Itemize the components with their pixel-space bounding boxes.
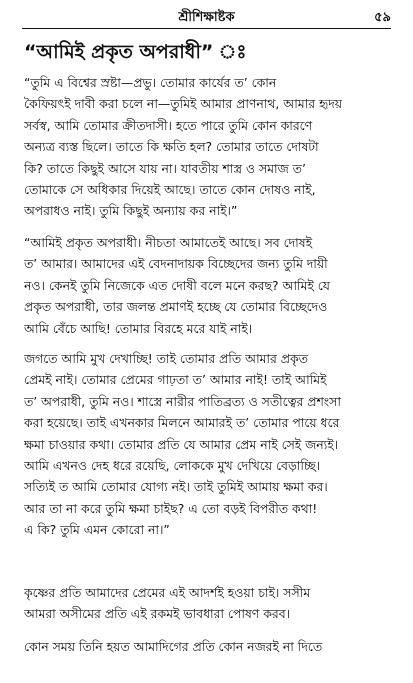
running-title: শ্রীশিক্ষাষ্টক [178,10,235,25]
text-line: সত্যিই ত আমি তোমার যোগ্য নই। তাই তুমিই আমায় ক্ষমা কর। [24,479,328,495]
text-line: অপরাধও নাই। তুমি কিছুই অন্যায় কর নাই।” [24,203,238,219]
text-line: কৃষ্ণের প্রতি আমাদের প্রেমের এই আদর্শই হওয়া চাই। সসীম [24,585,311,600]
text-line: প্রকৃত অপরাধী, তার জলন্ত প্রমাণই হচ্ছে যে তোমার বিচ্ছেদেও [24,299,328,315]
paragraph-1 [24,72,393,222]
section-heading: “আমিই প্রকৃত অপরাধী” ঃ [24,41,247,63]
paragraph-4 [24,582,393,625]
text-line: সর্বস্ব, আমি তোমার ক্রীতদাসী। হতে পারে তুমি কোন কারণে [24,117,313,133]
text-line: “তুমি এ বিশ্বের স্রষ্টা—প্রভু। তোমার কার্যের ত’ কোন [24,75,277,90]
text-line: “আমিই প্রকৃত অপরাধী। নীচতা আমাতেই আছে। সব দোষই [24,235,313,250]
text-line: এ কি? তুমি এমন কোরো না।” [24,522,170,538]
paragraph-3 [24,348,393,541]
text-line: আমি এখনও দেহ ধরে রয়েছি, লোককে মুখ দেখিয়ে বেড়াচ্ছি। [24,458,321,474]
text-line: প্রেমই নাই। তোমার প্রেমের গাঢ়তা ত’ আমার নাই! তাই আমিই [24,372,327,388]
text-line: আমি বেঁচে আছি! তোমার বিরহে মরে যাই নাই। [24,320,253,336]
text-line: নও। কেনই তুমি নিজেকে এত দোষী বলে মনে করছ? আমিই যে [24,277,330,293]
running-header [22,8,391,28]
paragraph-5 [24,636,393,657]
text-line: ত’ অপরাধী, তুমি নও। শাস্ত্রে নারীর পাতিব্রত্য ও সতীত্বের প্রশংসা [24,393,341,409]
text-line: আর তা না করে তুমি ক্ষমা চাইছ? এ তো বড়ই বিপরীত কথা! [24,500,318,516]
text-line: তোমাকে সে অধিকার দিয়েই আছে। তাতে কোন দোষও নাই, [24,182,316,198]
text-line: অন্যত্র ব্যস্ত ছিলে। তাতে কি ক্ষতি হল? তোমার তাতে দোষটা [24,139,319,155]
text-line: জগতে আমি মুখ দেখাচ্ছি! তাই তোমার প্রতি আমার প্রকৃত [24,351,308,366]
text-line: কৈফিয়ৎই দাবী করা চলে না—তুমিই আমার প্রাণনাথ, আমার হৃদয় [24,96,343,112]
text-line: আমরা অসীমের প্রতি এই রকমই ভাবধারা পোষণ করব। [24,606,291,622]
header-rule [22,28,391,29]
text-line: কি? তাতে কিছুই আসে যায় না। যাবতীয় শাস্ত্র ও সমাজ ত’ [24,160,306,176]
paragraph-2 [24,232,393,339]
text-line: ক্ষমা চাওয়ার কথা। তোমার প্রতি যে আমার প্রেম নাই সেই জন্যই। [24,436,339,452]
text-line: করা হয়েছে। তাই এখনকার মিলনে আমারই ত’ তোমার পায়ে ধরে [24,415,340,431]
page-number: ৫৯ [374,10,391,25]
text-line: ত’ আমার। আমাদের এই বেদনাদায়ক বিচ্ছেদের জন্য তুমি দায়ী [24,256,328,272]
text-line: কোন সময় তিনি হয়ত আমাদিগের প্রতি কোন নজরই না দিতে [24,639,323,654]
